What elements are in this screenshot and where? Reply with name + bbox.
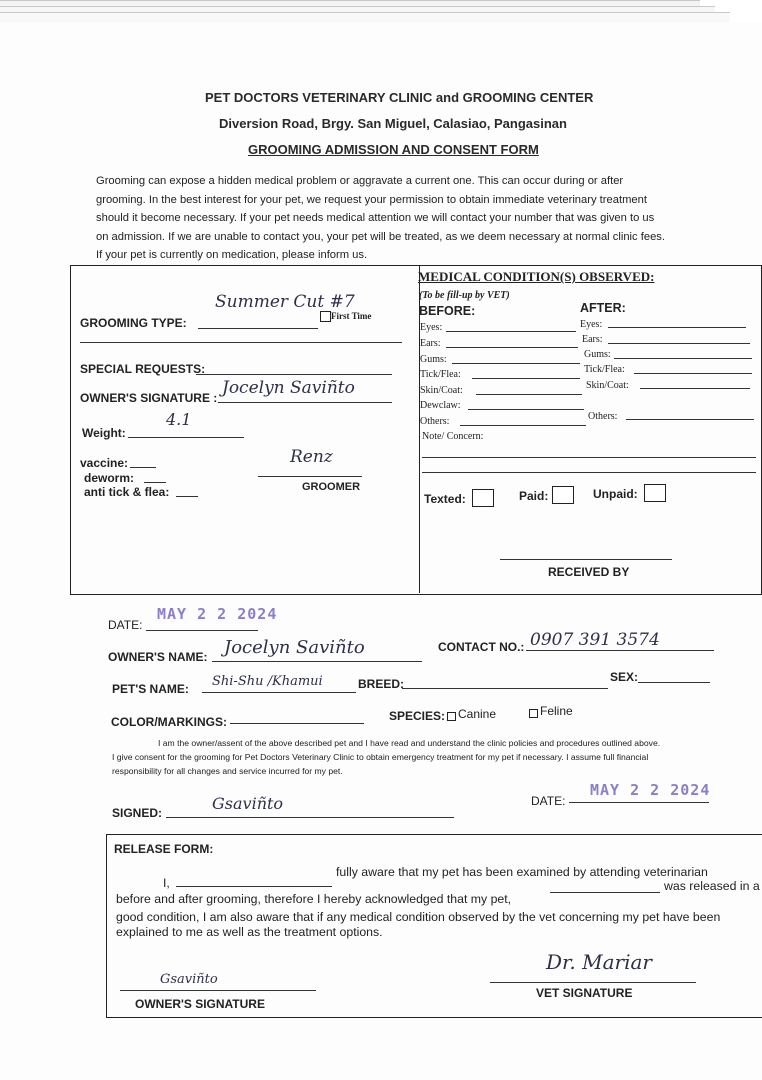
species-label: SPECIES:: [389, 709, 446, 723]
feline-checkbox[interactable]: [529, 709, 538, 718]
before-gums-label: Gums:: [420, 354, 447, 365]
breed-line[interactable]: [402, 688, 608, 689]
after-label: AFTER:: [580, 301, 626, 315]
grooming-type-value[interactable]: Summer Cut #7: [215, 292, 355, 312]
note-concern-label: Note/ Concern:: [422, 431, 484, 442]
intro-line: If your pet is currently on medication, please inform us.: [96, 249, 368, 261]
before-label: BEFORE:: [419, 304, 476, 318]
date-line: [146, 630, 258, 631]
canine-checkbox[interactable]: [447, 712, 456, 721]
weight-line: [128, 437, 244, 438]
before-dewclaw-label: Dewclaw:: [420, 400, 461, 411]
pet-name-value[interactable]: Shi-Shu /Khamui: [212, 674, 323, 689]
medical-title: MEDICAL CONDITION(S) OBSERVED:: [418, 269, 655, 284]
contact-value[interactable]: 0907 391 3574: [530, 630, 660, 650]
contact-line: [526, 650, 714, 651]
release-line-2b: was released in a: [664, 879, 760, 893]
release-i-label: I,: [163, 876, 170, 890]
grooming-type-line: [198, 328, 318, 329]
admission-box: [70, 265, 762, 595]
vet-signature-line: [490, 982, 696, 983]
after-gums-line[interactable]: [614, 358, 752, 359]
sex-label: SEX:: [610, 670, 639, 684]
clinic-address: Diversion Road, Brgy. San Miguel, Calasiao, Pangasinan: [219, 116, 567, 131]
unpaid-checkbox[interactable]: [644, 484, 666, 502]
owner-signature-line: [218, 402, 392, 403]
grooming-extra-line: [80, 342, 402, 343]
before-eyes-line[interactable]: [446, 331, 576, 332]
vaccine-label: vaccine:: [80, 456, 129, 470]
release-line-2a: before and after grooming, therefore I hereby acknowledged that my pet,: [116, 892, 512, 906]
deworm-line: [144, 482, 166, 483]
groomer-line: [258, 476, 362, 477]
received-by-label: RECEIVED BY: [548, 565, 630, 579]
signed-line: [166, 817, 454, 818]
groomer-label: GROOMER: [302, 481, 361, 493]
after-eyes-label: Eyes:: [580, 319, 603, 330]
intro-line: Grooming can expose a hidden medical problem or aggravate a current one. This can occur during or after: [96, 175, 624, 187]
intro-paragraph: [96, 172, 716, 265]
release-pet-line[interactable]: [550, 892, 660, 893]
consent-line: I give consent for the grooming for Pet Doctors Veterinary Clinic to obtain emergency treatment for my pet if necessary. I assume full financial: [112, 752, 649, 762]
signed-signature[interactable]: Gsaviñto: [212, 794, 284, 813]
release-title: RELEASE FORM:: [114, 842, 214, 856]
date-stamp[interactable]: MAY 2 2 2024: [157, 605, 278, 623]
date-label: DATE:: [108, 618, 143, 632]
after-others-label: Others:: [588, 411, 618, 422]
after-tick-label: Tick/Flea:: [584, 364, 625, 375]
breed-label: BREED:: [358, 677, 405, 691]
signed-label: SIGNED:: [112, 806, 163, 820]
vet-signature-label: VET SIGNATURE: [536, 986, 633, 1000]
received-by-line[interactable]: [500, 559, 672, 560]
pet-name-line: [202, 692, 356, 693]
owner-signature-value[interactable]: Jocelyn Saviñto: [222, 378, 355, 398]
paid-checkbox[interactable]: [552, 486, 574, 504]
anti-tick-label: anti tick & flea:: [84, 485, 170, 499]
consent-line: I am the owner/assent of the above described pet and I have read and understand the clinic policies and procedures outlined above.: [158, 738, 661, 748]
feline-label: Feline: [540, 704, 573, 718]
owner-name-value[interactable]: Jocelyn Saviñto: [224, 637, 365, 658]
special-requests-label: SPECIAL REQUESTS:: [80, 362, 206, 376]
after-skin-line[interactable]: [640, 388, 750, 389]
color-markings-line[interactable]: [230, 723, 364, 724]
first-time-checkbox[interactable]: [320, 311, 331, 322]
before-dewclaw-line[interactable]: [468, 409, 584, 410]
intro-line: grooming. In the best interest for your pet, we request your permission to obtain immediate veterinary treatment: [96, 193, 647, 206]
paid-label: Paid:: [519, 489, 549, 503]
first-time-label: First Time: [331, 311, 372, 321]
owner-name-line: [212, 661, 422, 662]
after-tick-line[interactable]: [634, 373, 752, 374]
note-line-1[interactable]: [422, 457, 756, 458]
contact-label: CONTACT NO.:: [438, 640, 525, 654]
before-skin-label: Skin/Coat:: [420, 385, 463, 396]
before-ears-line[interactable]: [446, 347, 578, 348]
weight-label: Weight:: [82, 426, 126, 440]
before-skin-line[interactable]: [476, 394, 582, 395]
intro-line: on admission. If we are unable to contact you, your pet will be treated, as we deem necessary at normal clinic fees.: [96, 230, 665, 243]
sex-line[interactable]: [638, 682, 710, 683]
release-owner-signature[interactable]: Gsaviñto: [160, 972, 218, 987]
weight-value[interactable]: 4.1: [166, 410, 192, 429]
texted-checkbox[interactable]: [472, 489, 494, 507]
color-markings-label: COLOR/MARKINGS:: [111, 715, 227, 729]
signed-date-line: [569, 802, 709, 803]
before-tick-label: Tick/Flea:: [420, 369, 461, 380]
consent-line: responsibility for all changes and service incurred for my pet.: [112, 766, 343, 776]
note-line-2[interactable]: [422, 472, 756, 473]
before-ears-label: Ears:: [420, 338, 441, 349]
before-others-label: Others:: [420, 416, 450, 427]
after-ears-label: Ears:: [582, 334, 603, 345]
before-gums-line[interactable]: [452, 363, 580, 364]
unpaid-label: Unpaid:: [593, 487, 638, 501]
medical-subtitle: (To be fill-up by VET): [419, 290, 510, 301]
groomer-signature[interactable]: Renz: [290, 447, 333, 467]
after-gums-label: Gums:: [584, 349, 611, 360]
signed-date-stamp[interactable]: MAY 2 2 2024: [590, 781, 711, 799]
after-skin-label: Skin/Coat:: [586, 380, 629, 391]
texted-label: Texted:: [424, 492, 466, 506]
after-others-line[interactable]: [626, 419, 754, 420]
release-line-4: explained to me as well as the treatment options.: [116, 925, 383, 939]
special-requests-line: [196, 374, 392, 375]
signed-date-label: DATE:: [531, 794, 566, 808]
release-name-line[interactable]: [176, 886, 332, 887]
pet-name-label: PET'S NAME:: [112, 682, 189, 696]
before-others-line[interactable]: [460, 425, 586, 426]
after-eyes-line[interactable]: [608, 327, 746, 328]
canine-label: Canine: [458, 707, 497, 721]
form-title: GROOMING ADMISSION AND CONSENT FORM: [248, 142, 539, 157]
deworm-label: deworm:: [84, 471, 135, 485]
release-line-3: good condition, I am also aware that if any medical condition observed by the vet concerning my pet have been: [116, 910, 721, 924]
release-owner-label: OWNER'S SIGNATURE: [135, 997, 265, 1011]
before-tick-line[interactable]: [472, 378, 580, 379]
release-owner-line: [120, 990, 316, 991]
owner-name-label: OWNER'S NAME:: [108, 650, 208, 664]
vaccine-line: [130, 467, 156, 468]
clinic-name: PET DOCTORS VETERINARY CLINIC and GROOMING CENTER: [205, 90, 594, 105]
owner-signature-label: OWNER'S SIGNATURE :: [80, 391, 218, 405]
grooming-type-label: GROOMING TYPE:: [80, 316, 187, 330]
after-ears-line[interactable]: [608, 343, 750, 344]
before-eyes-label: Eyes:: [420, 322, 443, 333]
vet-signature[interactable]: Dr. Mariar: [546, 950, 652, 974]
anti-tick-line: [176, 496, 198, 497]
intro-line: should it become necessary. If your pet needs medical attention we will contact your number that was given to us: [96, 212, 655, 224]
release-line-1: fully aware that my pet has been examined by attending veterinarian: [336, 865, 708, 879]
